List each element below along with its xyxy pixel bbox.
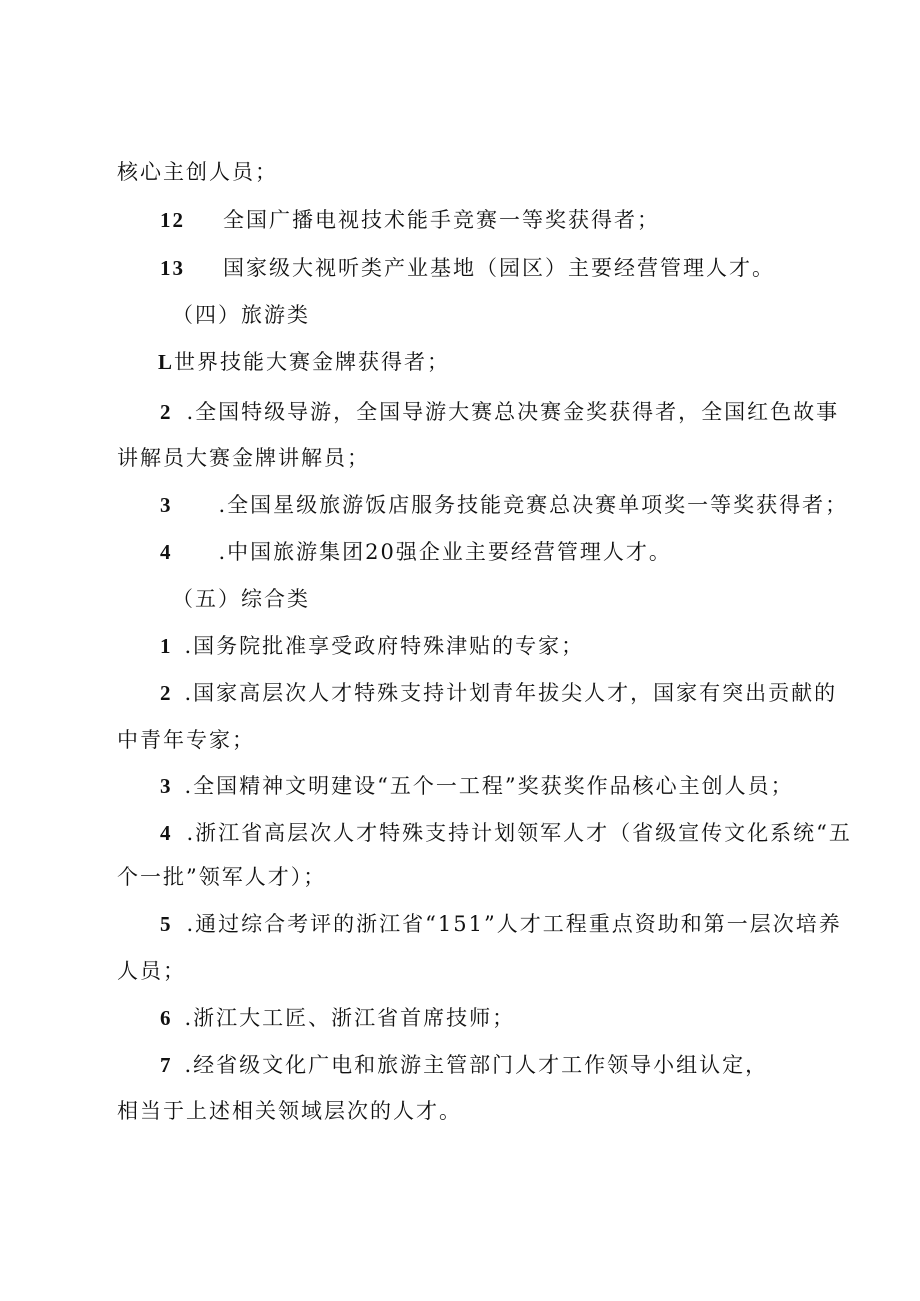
- list-item: [158, 348, 450, 376]
- item-number: L: [158, 350, 175, 374]
- item-text: .中国旅游集团20强企业主要经营管理人才。: [218, 540, 672, 564]
- line-text: 中青年专家；: [117, 728, 255, 752]
- item-number: 4: [160, 540, 173, 564]
- item-text: .全国精神文明建设“五个一工程”奖获奖作品核心主创人员；: [184, 774, 794, 798]
- list-item: [160, 491, 848, 519]
- item-number: 4: [160, 821, 173, 845]
- list-item: [160, 398, 839, 426]
- item-number: 1: [160, 634, 173, 658]
- item-text: .通过综合考评的浙江省“151”人才工程重点资助和第一层次培养: [186, 912, 842, 936]
- text-line: [117, 1097, 462, 1125]
- item-text: 全国广播电视技术能手竞赛一等奖获得者；: [223, 208, 660, 232]
- list-item: [160, 1004, 515, 1032]
- line-text: 人员；: [117, 959, 186, 983]
- item-text: 世界技能大赛金牌获得者；: [174, 350, 451, 374]
- list-item: [160, 772, 794, 800]
- list-item: [160, 632, 584, 660]
- item-text: .国务院批准享受政府特殊津贴的专家；: [184, 634, 585, 658]
- text-line: [117, 726, 255, 754]
- section-heading: [172, 585, 310, 613]
- line-text: 讲解员大赛金牌讲解员；: [117, 446, 370, 470]
- list-item: [160, 819, 852, 847]
- item-text: .浙江大工匠、浙江省首席技师；: [184, 1006, 516, 1030]
- item-number: 5: [160, 912, 173, 936]
- item-text: .国家高层次人才特殊支持计划青年拔尖人才，国家有突出贡献的: [184, 681, 838, 705]
- line-text: 核心主创人员；: [117, 160, 278, 184]
- section-heading-text: （四）旅游类: [172, 303, 310, 327]
- text-line: [117, 444, 370, 472]
- section-heading-text: （五）综合类: [172, 587, 310, 611]
- list-item: [160, 538, 672, 566]
- item-text: .全国特级导游，全国导游大赛总决赛金奖获得者，全国红色故事: [186, 400, 840, 424]
- text-line: [117, 158, 278, 186]
- list-item: [160, 206, 660, 234]
- list-item: [160, 679, 837, 707]
- item-number: 2: [160, 681, 173, 705]
- item-number: 2: [160, 400, 173, 424]
- item-number: 13: [160, 256, 185, 280]
- item-text: .浙江省高层次人才特殊支持计划领军人才（省级宣传文化系统“五: [186, 821, 852, 845]
- line-text: 相当于上述相关领域层次的人才。: [117, 1099, 462, 1123]
- item-text: .全国星级旅游饭店服务技能竞赛总决赛单项奖一等奖获得者；: [218, 493, 849, 517]
- section-heading: [172, 301, 310, 329]
- list-item: [160, 254, 775, 282]
- text-line: [117, 957, 186, 985]
- item-number: 6: [160, 1006, 173, 1030]
- item-number: 7: [160, 1053, 173, 1077]
- text-line: [117, 863, 326, 891]
- item-number: 3: [160, 493, 173, 517]
- line-text: 个一批”领军人才）；: [117, 865, 327, 889]
- item-number: 12: [160, 208, 185, 232]
- list-item: [160, 910, 842, 938]
- item-number: 3: [160, 774, 173, 798]
- item-text: .经省级文化广电和旅游主管部门人才工作领导小组认定，: [184, 1053, 769, 1077]
- list-item: [160, 1051, 768, 1079]
- item-text: 国家级大视听类产业基地（园区）主要经营管理人才。: [223, 256, 775, 280]
